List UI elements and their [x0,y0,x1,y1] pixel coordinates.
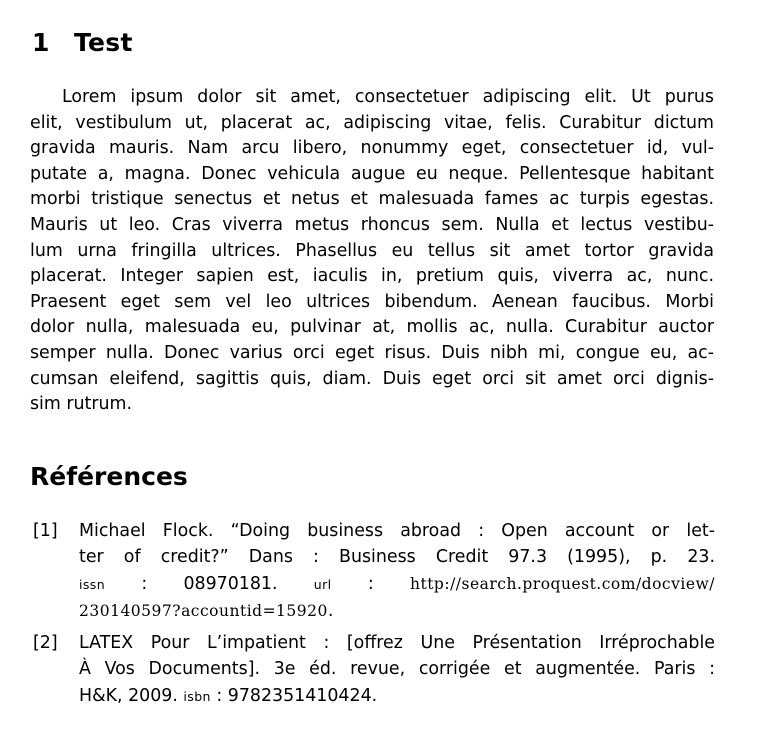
url-link-continued[interactable]: 230140597?accountid=15920 [79,602,328,621]
paragraph-line: dolor nulla, malesuada eu, pulvinar at, mollis ac, nulla. Curabitur auctor [30,317,714,338]
reference-line: ter of credit?” Dans : Business Credit 97.3 (1995), p. 23. [79,547,715,568]
url-label: url [313,576,332,592]
reference-label: [2] [33,633,58,653]
paragraph-line: semper nulla. Donec varius orci eget risus. Duis nibh mi, congue eu, ac- [30,342,714,363]
reference-line: À Vos Documents]. 3e éd. revue, corrigée et augmentée. Paris : [79,659,715,680]
reference-line: LATEX Pour L’impatient : [offrez Une Présentation Irréprochable [79,633,715,653]
reference-body [79,518,715,625]
body-paragraph [30,85,714,418]
reference-label: [1] [33,521,58,541]
paragraph-line: putate a, magna. Donec vehicula augue eu neque. Pellentesque habitant [30,163,714,184]
reference-publisher: H&K, 2009. [79,685,184,706]
paragraph-line: placerat. Integer sapien est, iaculis in, pretium quis, viverra ac, nunc. [30,266,714,287]
paragraph-line: elit, vestibulum ut, placerat ac, adipiscing vitae, felis. Curabitur dictum [30,112,714,133]
paragraph-line: gravida mauris. Nam arcu libero, nonummy eget, consectetuer id, vul- [30,138,714,159]
reference-line [79,571,715,598]
isbn-value: : 9782351410424. [210,685,378,706]
paragraph-line: Mauris ut leo. Cras viverra metus rhoncus sem. Nulla et lectus vestibu- [30,214,714,235]
reference-body [79,630,715,710]
url-separator: : [331,573,410,594]
references-heading: Références [30,462,188,491]
paragraph-line: Lorem ipsum dolor sit amet, consectetuer adipiscing elit. Ut purus [62,87,714,107]
reference-line [79,683,715,710]
isbn-label: isbn [183,688,211,704]
section-heading [32,28,133,57]
paragraph-line: cumsan eleifend, sagittis quis, diam. Duis eget orci sit amet orci dignis- [30,368,714,389]
reference-item [30,518,715,625]
paragraph-line: morbi tristique senectus et netus et malesuada fames ac turpis egestas. [30,189,714,210]
paragraph-line: lum urna fringilla ultrices. Phasellus eu tellus sit amet tortor gravida [30,240,714,261]
section-title: Test [74,28,133,57]
reference-item [30,630,715,710]
issn-value: : 08970181. [105,573,314,594]
section-number: 1 [32,28,50,57]
paragraph-line: sim rutrum. [30,394,132,415]
reference-period: . [327,601,334,622]
paragraph-line: Praesent eget sem vel leo ultrices bibendum. Aenean faucibus. Morbi [30,291,714,312]
reference-line: Michael Flock. “Doing business abroad : Open account or let- [79,521,715,541]
url-link[interactable]: http://search.proquest.com/docview/ [409,574,715,593]
reference-line [79,598,715,624]
issn-label: issn [79,576,106,592]
